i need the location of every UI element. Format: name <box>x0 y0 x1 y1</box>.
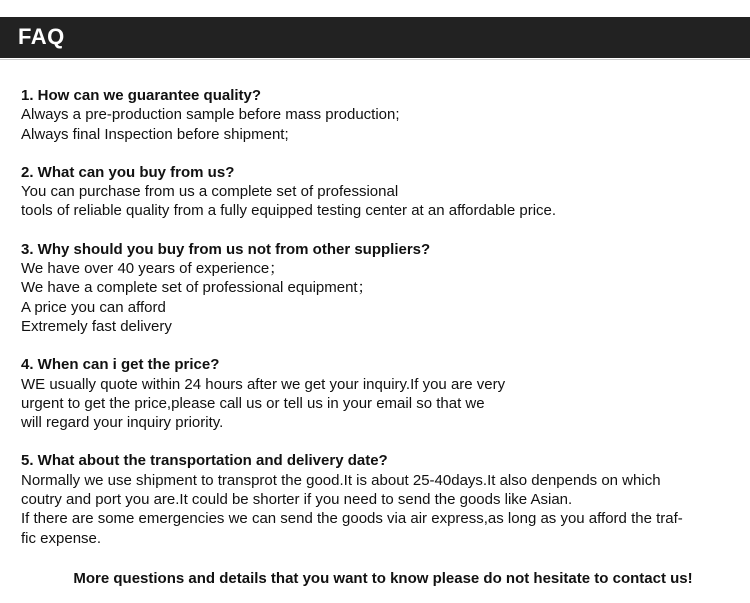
faq-answer-line: We have over 40 years of experience； <box>21 260 285 278</box>
faq-answer-line: coutry and port you are.It could be shorter if you need to send the goods like Asian. <box>21 491 573 509</box>
faq-answer-line: WE usually quote within 24 hours after we get your inquiry.If you are very <box>21 375 506 393</box>
faq-item-buy <box>21 163 736 221</box>
faq-question: 3. Why should you buy from us not from other suppliers? <box>21 240 431 258</box>
header-divider <box>0 59 750 60</box>
faq-question: 2. What can you buy from us? <box>21 163 235 181</box>
faq-answer-line: will regard your inquiry priority. <box>21 414 224 432</box>
faq-item-transportation <box>21 451 736 547</box>
faq-header-bar <box>0 17 750 58</box>
contact-note: More questions and details that you want to know please do not hesitate to contact us! <box>73 570 693 587</box>
faq-answer-line: tools of reliable quality from a fully equipped testing center at an affordable price. <box>21 202 557 220</box>
faq-answer-line: Extremely fast delivery <box>21 317 172 335</box>
faq-answer-line: urgent to get the price,please call us or tell us in your email so that we <box>21 394 485 412</box>
faq-answer-line: Always final Inspection before shipment; <box>21 125 289 143</box>
faq-answer-line: We have a complete set of professional equipment； <box>21 279 373 297</box>
faq-answer-line: If there are some emergencies we can send the goods via air express,as long as you afford the traf- <box>21 510 683 528</box>
faq-answer-line: A price you can afford <box>21 298 166 316</box>
faq-answer-line: fic expense. <box>21 529 102 547</box>
faq-question: 5. What about the transportation and delivery date? <box>21 452 388 470</box>
faq-list <box>21 86 736 567</box>
faq-item-quality <box>21 86 736 144</box>
faq-answer-line: You can purchase from us a complete set of professional <box>21 183 399 201</box>
page-title: FAQ <box>18 24 65 49</box>
faq-answer-line: Always a pre-production sample before mass production; <box>21 106 400 124</box>
faq-answer-line: Normally we use shipment to transprot the good.It is about 25-40days.It also denpends on which <box>21 471 661 489</box>
faq-question: 4. When can i get the price? <box>21 356 220 374</box>
faq-item-why-us <box>21 240 736 336</box>
faq-item-price <box>21 355 736 432</box>
faq-question: 1. How can we guarantee quality? <box>21 87 262 104</box>
